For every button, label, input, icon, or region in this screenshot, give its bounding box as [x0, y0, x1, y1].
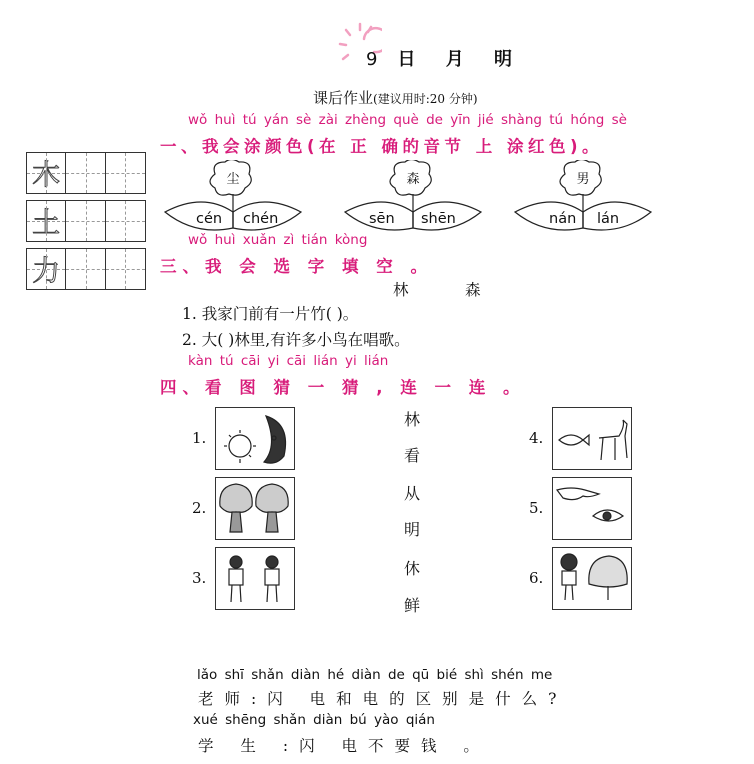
writing-cell[interactable]	[66, 249, 105, 289]
sentence-2: 2. 大( )林里,有许多小鸟在唱歌。	[182, 331, 410, 349]
joke-line1: 老师:闪 电和电的区别是什么?	[198, 690, 568, 708]
fish-goat-icon	[553, 408, 630, 468]
writing-grid-row	[26, 248, 146, 290]
picture-hand-eye[interactable]	[552, 477, 632, 540]
picture-fish-goat[interactable]	[552, 407, 632, 470]
pinyin-option[interactable]: chén	[243, 211, 279, 227]
item-number: 5.	[529, 499, 544, 517]
lesson-title: 日 月 明	[397, 49, 524, 70]
pinyin-option[interactable]: cén	[196, 211, 223, 227]
match-char[interactable]: 林	[404, 410, 421, 429]
item-number: 3.	[192, 569, 207, 587]
flower-char: 尘	[226, 172, 240, 187]
person-tree-icon	[553, 548, 630, 608]
section4-heading: 四、看 图 猜 一 猜 , 连 一 连 。	[160, 378, 526, 397]
section4-pinyin: kàn tú cāi yi cāi lián yi lián	[188, 353, 389, 369]
pinyin-option[interactable]: lán	[597, 211, 620, 227]
match-char[interactable]: 休	[404, 559, 421, 578]
joke-line2: 学 生 :闪 电不要钱 。	[198, 737, 490, 755]
picture-two-trees[interactable]	[215, 477, 295, 540]
flower-char: 男	[576, 172, 590, 187]
trace-char: 土	[27, 201, 66, 241]
pinyin-option[interactable]: sēn	[369, 211, 395, 227]
writing-cell[interactable]	[106, 201, 145, 241]
match-char[interactable]: 看	[404, 446, 421, 465]
writing-cell[interactable]	[66, 201, 105, 241]
picture-person-tree[interactable]	[552, 547, 632, 610]
item-number: 6.	[529, 569, 544, 587]
picture-two-people[interactable]	[215, 547, 295, 610]
writing-cell[interactable]	[66, 153, 105, 193]
writing-cell[interactable]	[106, 153, 145, 193]
two-trees-icon	[216, 478, 293, 538]
writing-grid-row	[26, 152, 146, 194]
flower-question	[163, 160, 303, 240]
sentence-1: 1. 我家门前有一片竹( )。	[182, 305, 359, 323]
word-option: 森	[465, 281, 481, 299]
flower-question	[343, 160, 483, 240]
flower-char: 森	[406, 172, 420, 187]
trace-char: 木	[27, 153, 66, 193]
match-char[interactable]: 鲜	[404, 596, 421, 615]
section3-pinyin: wǒ huì xuǎn zì tián kòng	[188, 232, 368, 248]
time-hint: (建议用时:20 分钟)	[373, 92, 478, 106]
joke-line2-pinyin: xué shēng shǎn diàn bú yào qián	[193, 712, 435, 728]
match-char[interactable]: 从	[404, 484, 421, 503]
flower-question	[513, 160, 653, 240]
writing-grid-row	[26, 200, 146, 242]
item-number: 2.	[192, 499, 207, 517]
two-people-icon	[216, 548, 293, 608]
item-number: 4.	[529, 429, 544, 447]
hand-eye-icon	[553, 478, 630, 538]
match-char[interactable]: 明	[404, 520, 421, 539]
picture-sun-moon[interactable]	[215, 407, 295, 470]
section3-heading: 三、我 会 选 字 填 空 。	[160, 257, 433, 276]
homework-label: 课后作业	[313, 89, 374, 107]
word-option: 林	[393, 281, 409, 299]
section1-pinyin: wǒ huì tú yán sè zài zhèng què de yīn jié shàng tú hóng sè	[188, 112, 627, 128]
trace-char: 力	[27, 249, 66, 289]
joke-line1-pinyin: lǎo shī shǎn diàn hé diàn de qū bié shì shén me	[197, 667, 553, 683]
section1-heading: 一、我会涂颜色(在 正 确的音节 上 涂红色)。	[160, 137, 604, 156]
pinyin-option[interactable]: shēn	[421, 211, 456, 227]
lesson-number: 9	[366, 49, 390, 70]
pinyin-option[interactable]: nán	[549, 211, 577, 227]
item-number: 1.	[192, 429, 207, 447]
writing-cell[interactable]	[106, 249, 145, 289]
sun-moon-icon	[216, 408, 293, 468]
